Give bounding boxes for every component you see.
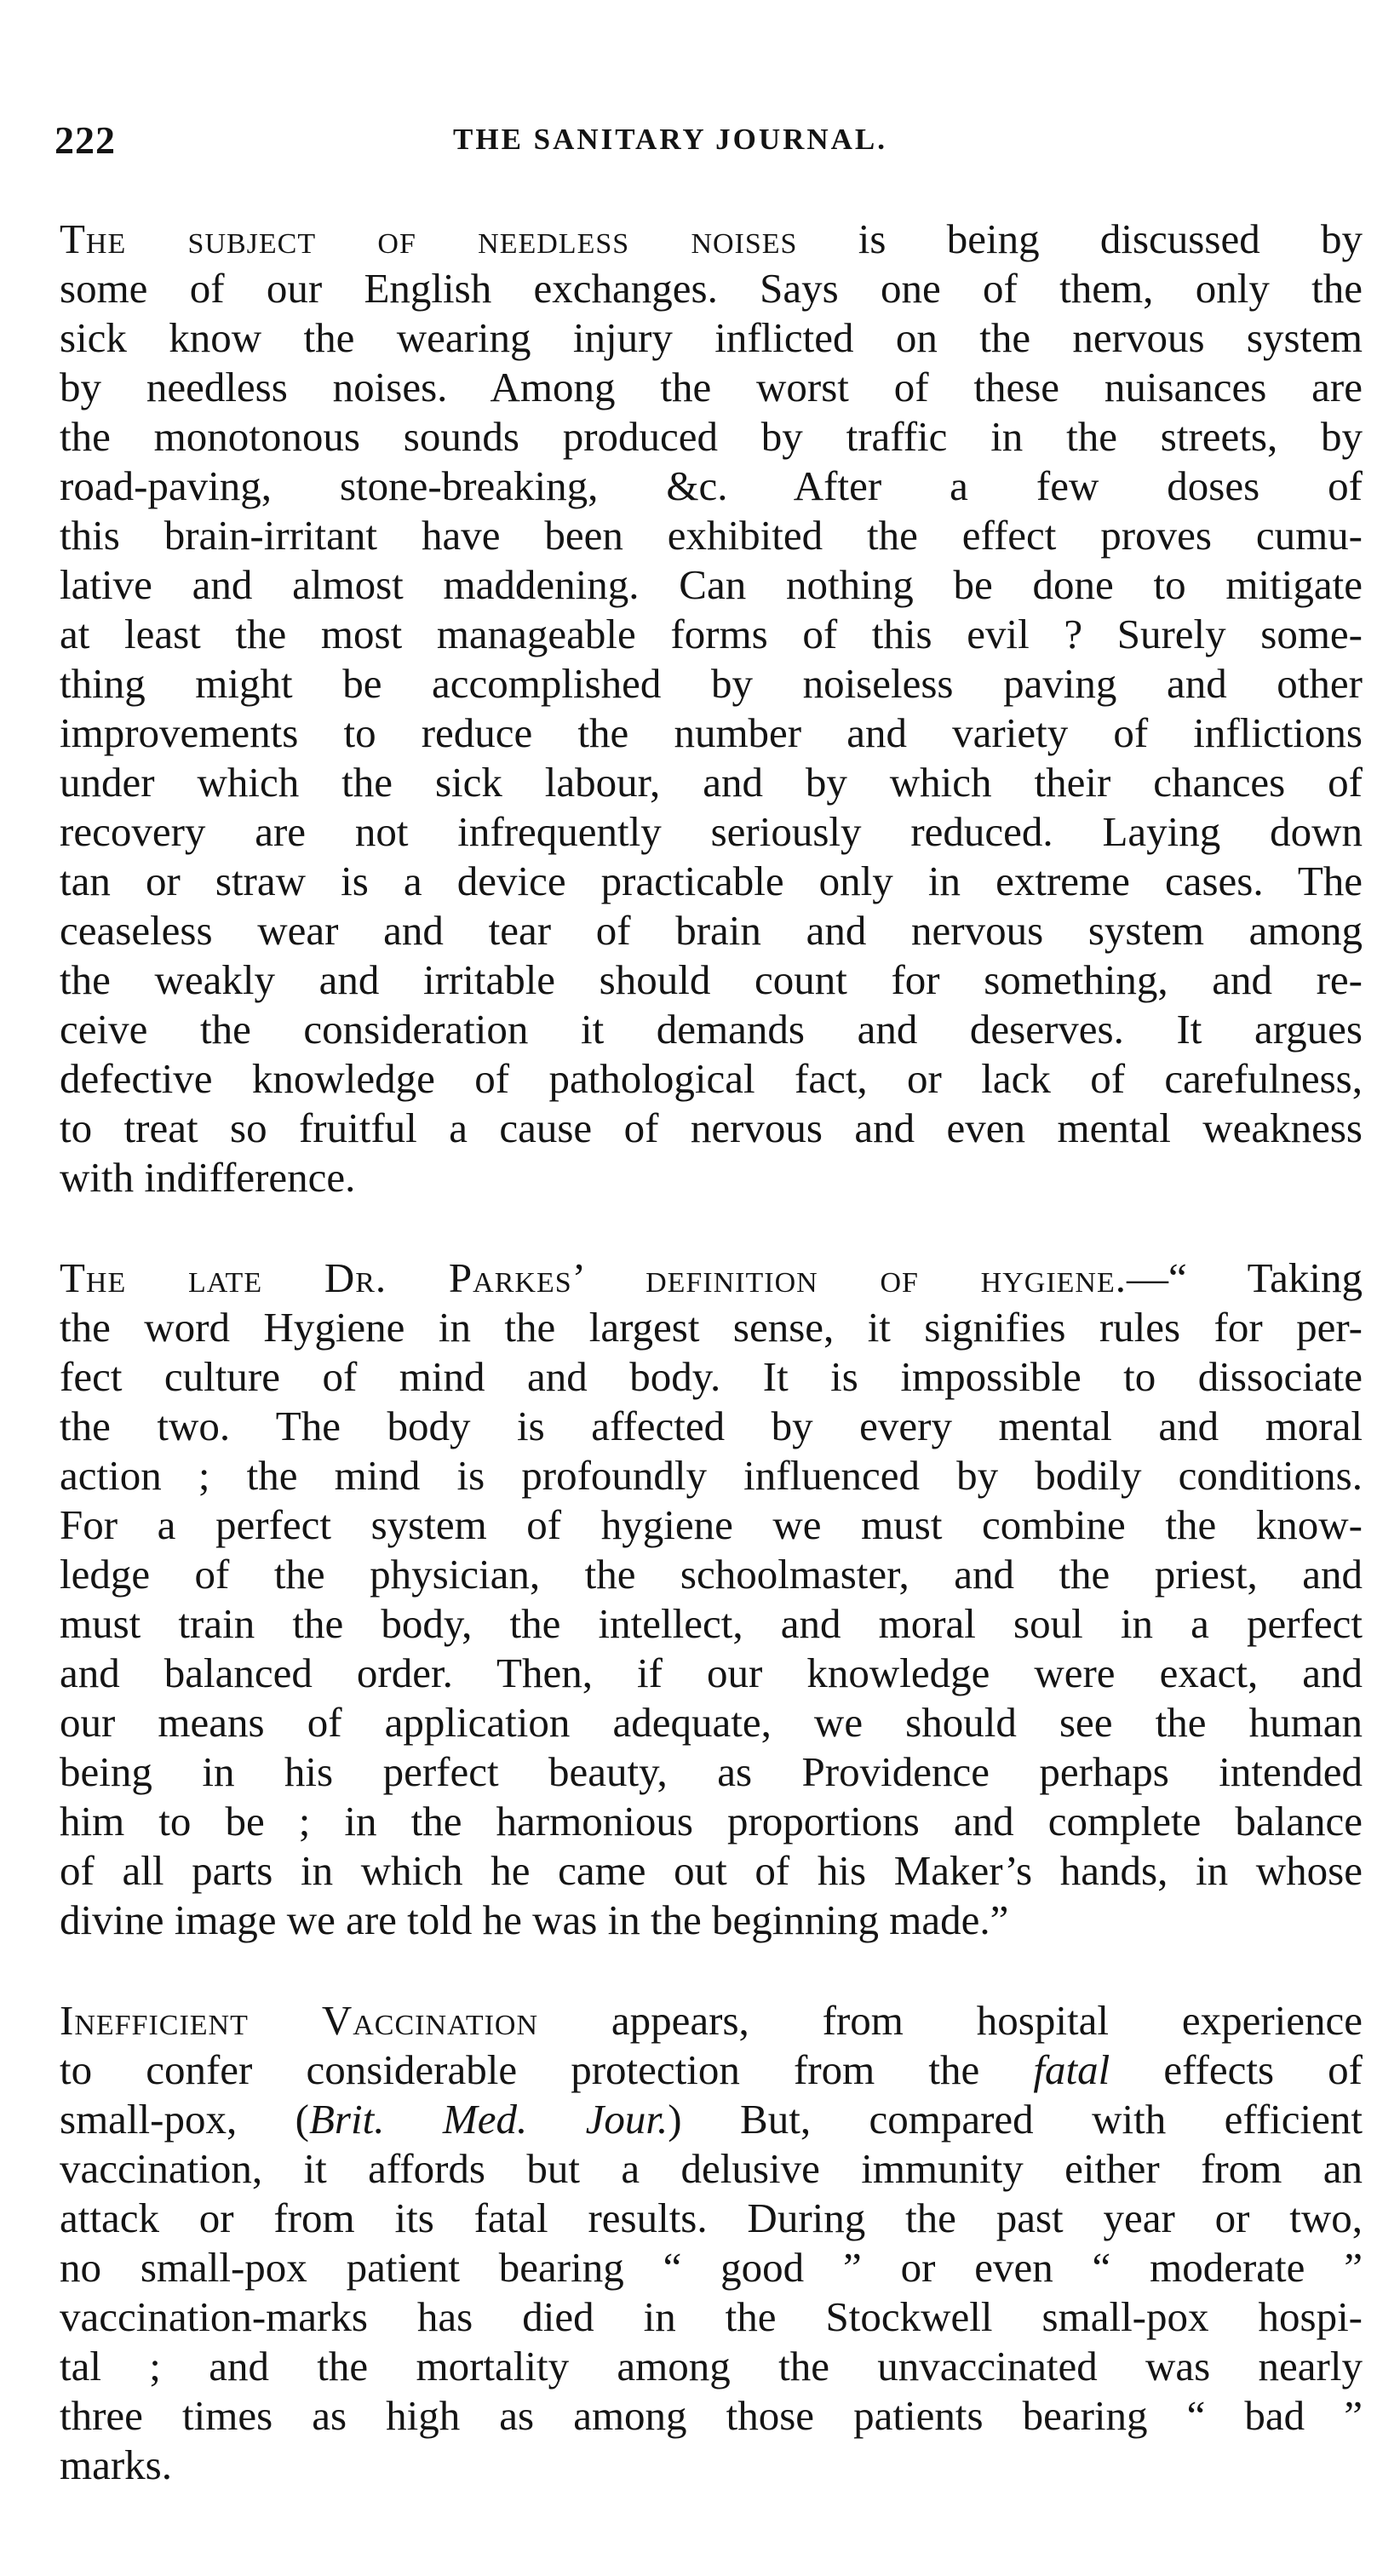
text-line: our means of application adequate, we should see the human	[60, 1699, 1363, 1746]
text-line: him to be ; in the harmonious proportions and complete balance	[60, 1798, 1363, 1845]
text-line: with indifference.	[60, 1154, 356, 1201]
text-line: at least the most manageable forms of this evil ? Surely some-	[60, 611, 1363, 657]
text-line: the two. The body is affected by every mental and moral	[60, 1403, 1363, 1449]
text-line: of all parts in which he came out of his Maker’s hands, in whose	[60, 1847, 1363, 1894]
text-line: thing might be accomplished by noiseless paving and other	[60, 660, 1363, 707]
article-lead: The late Dr. Parkes’ definition of hygiene.	[60, 1254, 1127, 1301]
text-line: to confer considerable protection from the fatal effects of	[60, 2046, 1363, 2093]
journal-citation: Brit. Med. Jour.	[308, 2096, 668, 2143]
running-head	[55, 118, 974, 169]
text-line: the word Hygiene in the largest sense, it signifies rules for per-	[60, 1304, 1363, 1351]
article-inefficient-vaccination	[60, 1996, 1363, 2490]
article-lead: The subject of needless noises	[60, 215, 798, 262]
text-line: the monotonous sounds produced by traffic in the streets, by	[60, 413, 1363, 460]
text-line: defective knowledge of pathological fact, or lack of carefulness,	[60, 1055, 1363, 1102]
text-line: lative and almost maddening. Can nothing be done to mitigate	[60, 561, 1363, 608]
text-line: improvements to reduce the number and variety of inflictions	[60, 709, 1363, 756]
text-line: three times as high as among those patients bearing “ bad ”	[60, 2392, 1363, 2439]
text-line: being in his perfect beauty, as Providence perhaps intended	[60, 1748, 1363, 1795]
text-line: small-pox, (Brit. Med. Jour.) But, compared with efficient	[60, 2096, 1363, 2143]
text-line: ledge of the physician, the schoolmaster, and the priest, and	[60, 1551, 1363, 1598]
text-line: divine image we are told he was in the beginning made.”	[60, 1896, 1009, 1943]
text-line: this brain-irritant have been exhibited the effect proves cumu-	[60, 512, 1363, 559]
text-line: by needless noises. Among the worst of these nuisances are	[60, 364, 1363, 410]
text-line: ceive the consideration it demands and deserves. It argues	[60, 1006, 1363, 1053]
text-line: to treat so fruitful a cause of nervous and even mental weakness	[60, 1104, 1363, 1151]
text-line: tan or straw is a device practicable only in extreme cases. The	[60, 858, 1363, 904]
text-line: The subject of needless noises is being discussed by	[60, 215, 1363, 262]
text-line: fect culture of mind and body. It is impossible to dissociate	[60, 1353, 1363, 1400]
article-lead: Inefficient Vaccination	[60, 1997, 539, 2044]
text-line: and balanced order. Then, if our knowledge were exact, and	[60, 1649, 1363, 1696]
text-line: road-paving, stone-breaking, &c. After a few doses of	[60, 462, 1363, 509]
text-line: sick know the wearing injury inflicted on the nervous system	[60, 314, 1363, 361]
page-number: 222	[55, 118, 116, 162]
text-line: the weakly and irritable should count for something, and re-	[60, 956, 1363, 1003]
text-line: tal ; and the mortality among the unvaccinated was nearly	[60, 2343, 1363, 2390]
text-line: ceaseless wear and tear of brain and nervous system among	[60, 907, 1363, 954]
text-line: attack or from its fatal results. During the past year or two,	[60, 2194, 1363, 2241]
text-line: For a perfect system of hygiene we must combine the know-	[60, 1501, 1363, 1548]
text-line: marks.	[60, 2441, 172, 2488]
text-line: The late Dr. Parkes’ definition of hygiene.—“ Taking	[60, 1254, 1363, 1301]
text-line: must train the body, the intellect, and moral soul in a perfect	[60, 1600, 1363, 1647]
article-parkes-hygiene	[60, 1254, 1363, 1945]
text-line: recovery are not infrequently seriously reduced. Laying down	[60, 808, 1363, 855]
text-line: vaccination-marks has died in the Stockwell small-pox hospi-	[60, 2293, 1363, 2340]
text-line: action ; the mind is profoundly influenced by bodily conditions.	[60, 1452, 1363, 1499]
article-needless-noises	[60, 215, 1363, 1202]
italic-emphasis: fatal	[1033, 2046, 1110, 2093]
text-line: no small-pox patient bearing “ good ” or even “ moderate ”	[60, 2244, 1363, 2291]
text-line: under which the sick labour, and by which their chances of	[60, 759, 1363, 806]
text-line: vaccination, it affords but a delusive immunity either from an	[60, 2145, 1363, 2192]
journal-title: THE SANITARY JOURNAL.	[453, 123, 888, 156]
text-line: Inefficient Vaccination appears, from hospital experience	[60, 1997, 1363, 2044]
text-line: some of our English exchanges. Says one of them, only the	[60, 265, 1363, 312]
